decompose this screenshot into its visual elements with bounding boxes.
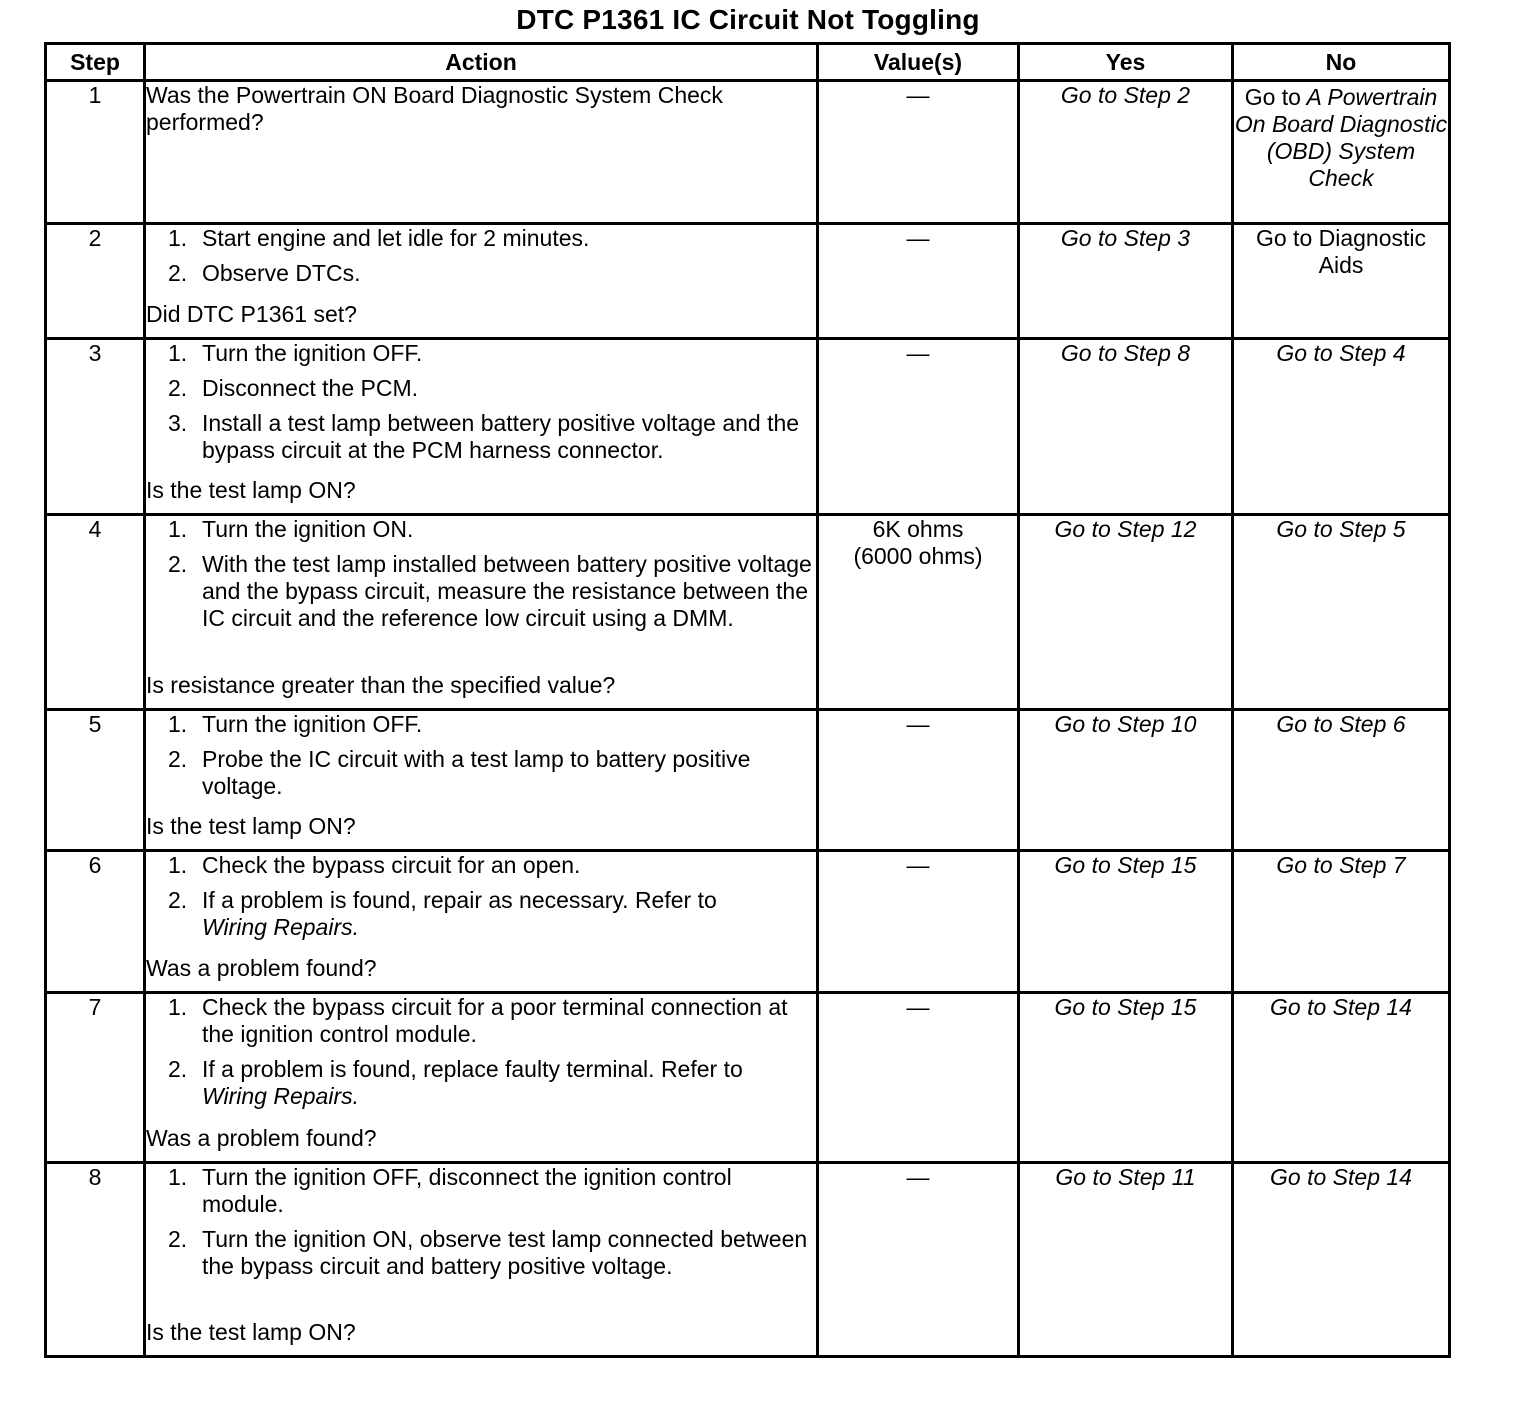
header-action: Action — [145, 44, 818, 81]
substep-text: Probe the IC circuit with a test lamp to battery positive voltage. — [202, 746, 751, 799]
substep-list — [146, 994, 816, 1110]
no-cell — [1233, 339, 1450, 515]
diagnostic-table — [44, 42, 1451, 1358]
action-question: Is the test lamp ON? — [146, 477, 356, 503]
no-goto-prefix: Go to — [1244, 84, 1301, 110]
value-cell — [818, 1163, 1019, 1357]
action-question: Is the test lamp ON? — [146, 813, 356, 839]
substep-list — [146, 516, 816, 632]
action-question: Did DTC P1361 set? — [146, 301, 357, 327]
action-cell — [145, 515, 818, 710]
step-number: 8 — [46, 1163, 145, 1357]
action-question: Was a problem found? — [146, 1125, 377, 1151]
no-cell — [1233, 224, 1450, 339]
no-cell — [1233, 1163, 1450, 1357]
action-intro: Was the Powertrain ON Board Diagnostic System Check performed? — [146, 82, 723, 135]
action-cell — [145, 339, 818, 515]
yes-cell — [1019, 851, 1233, 993]
yes-goto: Go to Step 12 — [1054, 516, 1197, 542]
step-number: 3 — [46, 339, 145, 515]
substep-item — [146, 887, 816, 941]
action-cell — [145, 851, 818, 993]
wiring-repairs-reference: Wiring Repairs. — [202, 1083, 360, 1109]
substep-number: 2. — [168, 1056, 188, 1082]
yes-cell — [1019, 339, 1233, 515]
substep-number: 2. — [168, 746, 188, 772]
substep-number: 3. — [168, 410, 188, 436]
substep-number: 1. — [168, 852, 188, 878]
substep-list — [146, 1164, 816, 1280]
substep-text: Check the bypass circuit for a poor terminal connection at the ignition control module. — [202, 994, 788, 1047]
substep-number: 1. — [168, 225, 188, 251]
substep-item — [146, 1226, 816, 1280]
substep-number: 1. — [168, 1164, 188, 1190]
table-row — [46, 339, 1450, 515]
no-cell — [1233, 710, 1450, 851]
value-cell — [818, 81, 1019, 224]
no-goto: Go to Step 14 — [1270, 994, 1412, 1020]
yes-goto: Go to Step 2 — [1060, 82, 1191, 108]
no-goto: Go to Step 5 — [1276, 516, 1406, 542]
value-cell — [818, 851, 1019, 993]
table-row — [46, 993, 1450, 1163]
action-question: Is resistance greater than the specified value? — [146, 672, 616, 698]
table-row — [46, 224, 1450, 339]
substep-number: 2. — [168, 551, 188, 577]
value-text: — — [906, 82, 930, 108]
yes-cell — [1019, 224, 1233, 339]
table-row — [46, 1163, 1450, 1357]
yes-goto: Go to Step 8 — [1060, 340, 1191, 366]
header-yes: Yes — [1019, 44, 1233, 81]
substep-item — [146, 711, 816, 738]
no-goto: Go to Step 4 — [1276, 340, 1406, 366]
substep-number: 1. — [168, 711, 188, 737]
substep-text: Check the bypass circuit for an open. — [202, 852, 581, 878]
yes-goto: Go to Step 15 — [1054, 852, 1197, 878]
substep-list — [146, 852, 816, 941]
header-no: No — [1233, 44, 1450, 81]
yes-cell — [1019, 710, 1233, 851]
no-goto: Go to Diagnostic Aids — [1255, 225, 1427, 278]
substep-item — [146, 375, 816, 402]
header-row — [46, 44, 1450, 81]
substep-item — [146, 225, 816, 252]
substep-item — [146, 1164, 816, 1218]
no-goto: Go to Step 7 — [1276, 852, 1406, 878]
substep-text: Turn the ignition OFF. — [202, 711, 423, 737]
action-cell — [145, 710, 818, 851]
yes-goto: Go to Step 10 — [1054, 711, 1197, 737]
page-title: DTC P1361 IC Circuit Not Toggling — [516, 4, 980, 35]
substep-text: Turn the ignition OFF, disconnect the ignition control module. — [202, 1164, 732, 1217]
substep-item — [146, 260, 816, 287]
substep-text: Turn the ignition ON. — [202, 516, 414, 542]
substep-text: Install a test lamp between battery positive voltage and the bypass circuit at the PCM harness connector. — [202, 410, 800, 463]
value-cell — [818, 339, 1019, 515]
step-number: 2 — [46, 224, 145, 339]
value-cell — [818, 224, 1019, 339]
yes-goto: Go to Step 15 — [1054, 994, 1197, 1020]
substep-number: 2. — [168, 260, 188, 286]
substep-list — [146, 340, 816, 464]
substep-number: 1. — [168, 516, 188, 542]
substep-text: With the test lamp installed between battery positive voltage and the bypass circuit, measure the resistance between the IC circuit and the reference low circuit using a DMM. — [202, 551, 812, 631]
substep-item — [146, 852, 816, 879]
yes-cell — [1019, 1163, 1233, 1357]
action-cell — [145, 993, 818, 1163]
yes-goto: Go to Step 11 — [1055, 1164, 1196, 1190]
action-cell — [145, 81, 818, 224]
substep-text: If a problem is found, replace faulty terminal. Refer to — [202, 1056, 743, 1082]
no-cell — [1233, 851, 1450, 993]
wiring-repairs-reference: Wiring Repairs. — [202, 914, 360, 940]
step-number: 4 — [46, 515, 145, 710]
no-goto: A Powertrain On Board Diagnostic (OBD) System Check — [1234, 84, 1448, 191]
table-row — [46, 81, 1450, 224]
substep-text: Turn the ignition OFF. — [202, 340, 423, 366]
substep-item — [146, 340, 816, 367]
yes-cell — [1019, 81, 1233, 224]
value-text: 6K ohms (6000 ohms) — [853, 516, 983, 569]
substep-item — [146, 551, 816, 632]
value-cell — [818, 515, 1019, 710]
step-number: 5 — [46, 710, 145, 851]
value-cell — [818, 993, 1019, 1163]
no-cell — [1233, 81, 1450, 224]
substep-number: 2. — [168, 887, 188, 913]
yes-cell — [1019, 993, 1233, 1163]
substep-text: If a problem is found, repair as necessary. Refer to — [202, 887, 717, 913]
step-number: 6 — [46, 851, 145, 993]
substep-number: 2. — [168, 1226, 188, 1252]
table-row — [46, 515, 1450, 710]
value-text: — — [906, 1164, 930, 1190]
header-values: Value(s) — [818, 44, 1019, 81]
substep-list — [146, 225, 816, 287]
no-goto: Go to Step 14 — [1270, 1164, 1412, 1190]
value-text: — — [906, 994, 930, 1020]
no-cell — [1233, 993, 1450, 1163]
header-step: Step — [46, 44, 145, 81]
no-goto: Go to Step 6 — [1276, 711, 1406, 737]
value-cell — [818, 710, 1019, 851]
value-text: — — [906, 711, 930, 737]
table-row — [46, 710, 1450, 851]
substep-item — [146, 994, 816, 1048]
substep-item — [146, 410, 816, 464]
no-cell — [1233, 515, 1450, 710]
substep-list — [146, 711, 816, 800]
substep-number: 1. — [168, 340, 188, 366]
substep-number: 1. — [168, 994, 188, 1020]
action-cell — [145, 224, 818, 339]
substep-text: Observe DTCs. — [202, 260, 361, 286]
value-text: — — [906, 852, 930, 878]
yes-goto: Go to Step 3 — [1060, 225, 1191, 251]
substep-text: Start engine and let idle for 2 minutes. — [202, 225, 590, 251]
substep-text: Turn the ignition ON, observe test lamp connected between the bypass circuit and battery positive voltage. — [202, 1226, 808, 1279]
step-number: 1 — [46, 81, 145, 224]
substep-item — [146, 746, 816, 800]
substep-item — [146, 1056, 816, 1110]
step-number: 7 — [46, 993, 145, 1163]
value-text: — — [906, 340, 930, 366]
substep-text: Disconnect the PCM. — [202, 375, 419, 401]
action-question: Is the test lamp ON? — [146, 1319, 356, 1345]
value-text: — — [906, 225, 930, 251]
action-question: Was a problem found? — [146, 955, 377, 981]
yes-cell — [1019, 515, 1233, 710]
action-cell — [145, 1163, 818, 1357]
substep-number: 2. — [168, 375, 188, 401]
table-row — [46, 851, 1450, 993]
substep-item — [146, 516, 816, 543]
